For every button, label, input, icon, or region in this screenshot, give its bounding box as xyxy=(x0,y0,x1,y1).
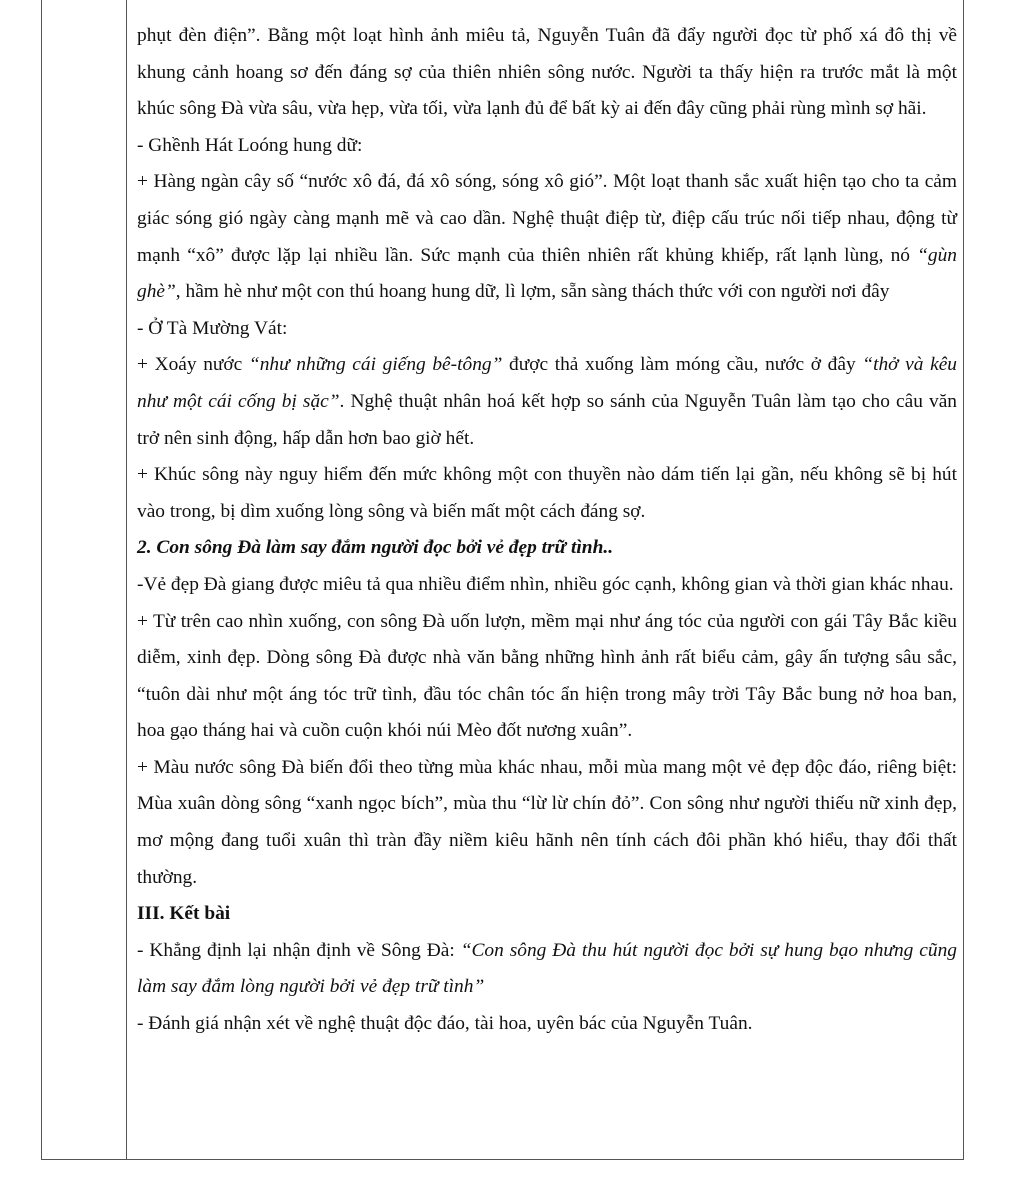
text-segment: - Đánh giá nhận xét về nghệ thuật độc đáo, tài hoa, uyên bác của Nguyễn Tuân. xyxy=(137,1013,753,1035)
paragraph xyxy=(137,347,957,457)
text-segment: phụt đèn điện”. Bằng một loạt hình ảnh miêu tả, Nguyễn Tuân đã đẩy người đọc từ phố xá đô thị về khung cảnh hoang sơ đến đáng sợ của thiên nhiên sông nước. Người ta thấy hiện ra trước mắt là một khúc sông Đà vừa sâu, vừa hẹp, vừa tối, vừa lạnh đủ để bất kỳ ai đến đây cũng phải rùng mình sợ hãi. xyxy=(137,25,957,120)
text-segment: - Khẳng định lại nhận định về Sông Đà: xyxy=(137,939,461,961)
text-segment: - Ở Tà Mường Vát: xyxy=(137,317,288,339)
text-segment: , hầm hè như một con thú hoang hung dữ, lì lợm, sẵn sàng thách thức với con người nơi đây xyxy=(175,281,890,303)
text-segment: + Khúc sông này nguy hiểm đến mức không một con thuyền nào dám tiến lại gần, nếu không sẽ bị hút vào trong, bị dìm xuống lòng sông và biến mất một cách đáng sợ. xyxy=(137,464,957,522)
table-content-cell xyxy=(137,18,957,1043)
italic-quote: “thở và kêu như một cái cống bị sặc” xyxy=(137,354,957,412)
paragraph xyxy=(137,457,957,530)
italic-quote: “gùn ghè” xyxy=(137,244,957,303)
paragraph xyxy=(137,128,957,165)
text-segment: + Hàng ngàn cây số “nước xô đá, đá xô sóng, sóng xô gió”. Một loạt thanh sắc xuất hiện tạo cho ta cảm giác sóng gió ngày càng mạnh mẽ và cao dần. Nghệ thuật điệp từ, điệp cấu trúc nối tiếp nhau, động từ mạnh “xô” được lặp lại nhiều lần. Sức mạnh của thiên nhiên rất khủng khiếp, rất lạnh lùng, nó xyxy=(137,171,957,266)
text-segment: . Nghệ thuật nhân hoá kết hợp so sánh của Nguyễn Tuân làm tạo cho câu văn trở nên sinh động, hấp dẫn hơn bao giờ hết. xyxy=(137,390,957,449)
italic-quote: “như những cái giếng bê-tông” xyxy=(248,354,503,376)
text-segment: 2. Con sông Đà làm say đắm người đọc bởi vẻ đẹp trữ tình.. xyxy=(137,537,614,559)
table-left-column xyxy=(42,0,127,1159)
paragraph xyxy=(137,1006,957,1043)
paragraph xyxy=(137,604,957,750)
text-segment: + Xoáy nước xyxy=(137,354,249,376)
text-segment: + Từ trên cao nhìn xuống, con sông Đà uốn lượn, mềm mại như áng tóc của người con gái Tây Bắc kiều diễm, xinh đẹp. Dòng sông Đà được nhà văn bằng những hình ảnh rất biểu cảm, gây ấn tượng sâu sắc, “tuôn dài như một áng tóc trữ tình, đầu tóc chân tóc ẩn hiện trong mây trời Tây Bắc bung nở hoa ban, hoa gạo tháng hai và cuồn cuộn khói núi Mèo đốt nương xuân”. xyxy=(137,610,957,742)
text-segment: được thả xuống làm móng cầu, nước ở đây xyxy=(502,354,863,376)
paragraph xyxy=(137,18,957,128)
section-heading xyxy=(137,530,957,567)
paragraph xyxy=(137,164,957,310)
paragraph xyxy=(137,311,957,348)
paragraph xyxy=(137,933,957,1006)
paragraph xyxy=(137,750,957,896)
text-segment: -Vẻ đẹp Đà giang được miêu tả qua nhiều điểm nhìn, nhiều góc cạnh, không gian và thời gian khác nhau. xyxy=(137,573,954,595)
text-segment: + Màu nước sông Đà biến đổi theo từng mùa khác nhau, mỗi mùa mang một vẻ đẹp độc đáo, riêng biệt: Mùa xuân dòng sông “xanh ngọc bích”, mùa thu “lừ lừ chín đỏ”. Con sông như người thiếu nữ xinh đẹp, mơ mộng đang tuổi xuân thì tràn đầy niềm kiêu hãnh nên tính cách đôi phần khó hiểu, thay đổi thất thường. xyxy=(137,756,957,888)
text-segment: - Ghềnh Hát Loóng hung dữ: xyxy=(137,134,363,156)
content-table xyxy=(41,0,964,1160)
italic-quote: “Con sông Đà thu hút người đọc bởi sự hung bạo nhưng cũng làm say đắm lòng người bởi vẻ đẹp trữ tình” xyxy=(137,939,957,998)
text-segment: III. Kết bài xyxy=(137,903,231,925)
section-heading xyxy=(137,896,957,933)
paragraph xyxy=(137,567,957,604)
